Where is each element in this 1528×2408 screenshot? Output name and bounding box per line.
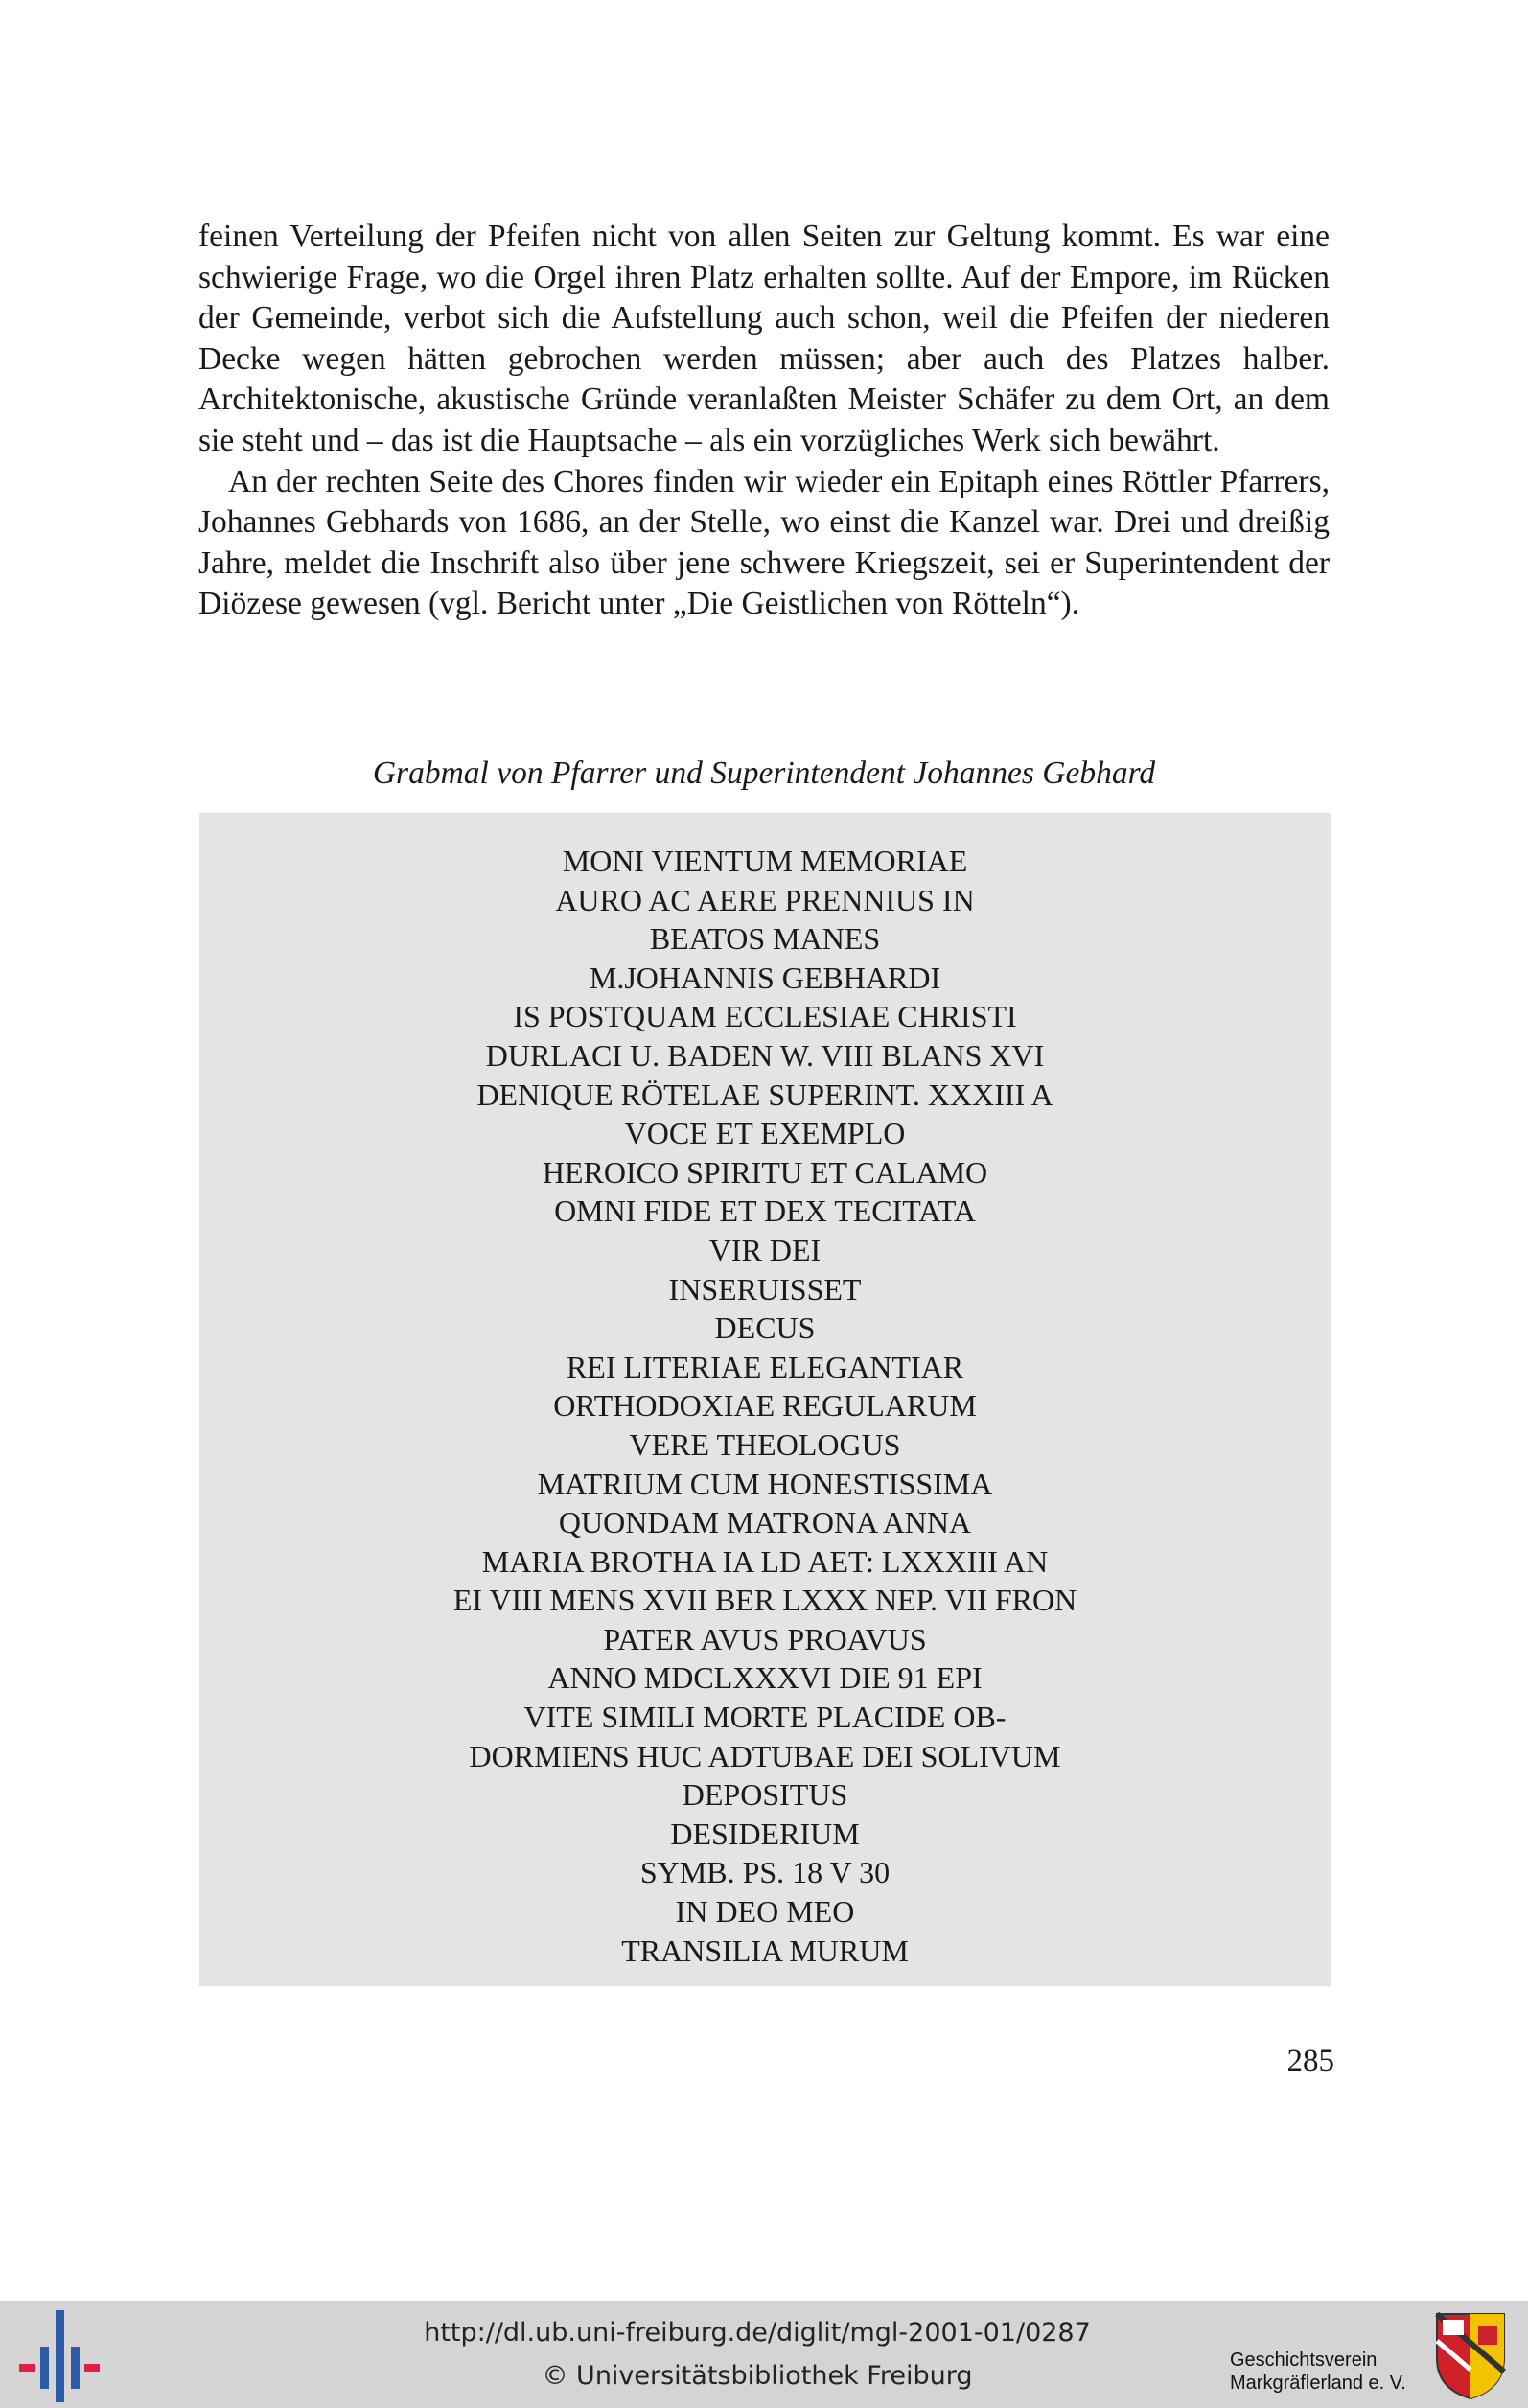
inscription-line: VIR DEI [708, 1232, 822, 1267]
inscription-line: DEPOSITUS [682, 1777, 848, 1813]
inscription-line: BEATOS MANES [649, 921, 881, 957]
inscription-line: HEROICO SPIRITU ET CALAMO [542, 1154, 988, 1190]
inscription-line: DECUS [714, 1310, 816, 1346]
inscription-line: INSERUISSET [668, 1271, 862, 1307]
inscription-line: VOCE ET EXEMPLO [624, 1116, 906, 1151]
inscription-line: VITE SIMILI MORTE PLACIDE OB- [523, 1700, 1007, 1735]
inscription-line: MARIA BROTHA IA LD AET: LXXXIII AN [481, 1543, 1049, 1579]
inscription-line: PATER AVUS PROAVUS [603, 1621, 927, 1656]
inscription-line: MONI VIENTUM MEMORIAE [562, 844, 968, 878]
inscription-line: DENIQUE RÖTELAE SUPERINT. XXXIII A [476, 1077, 1053, 1112]
inscription-line: M.JOHANNIS GEBHARDI [589, 960, 941, 995]
society-name-line2: Markgräflerland e. V. [1230, 2373, 1406, 2394]
page-number: 285 [1286, 2044, 1334, 2078]
inscription-text [199, 842, 1331, 1970]
coat-of-arms-icon[interactable] [1435, 2312, 1506, 2400]
inscription-line: TRANSILIA MURUM [621, 1933, 909, 1968]
society-name-line1: Geschichtsverein [1230, 2350, 1378, 2371]
inscription-line: OMNI FIDE ET DEX TECITATA [554, 1193, 976, 1229]
society-name[interactable] [1230, 2349, 1441, 2395]
inscription-line: REI LITERIAE ELEGANTIAR [566, 1349, 964, 1384]
inscription-line: ANNO MDCLXXXVI DIE 91 EPI [547, 1660, 983, 1696]
inscription-line: DESIDERIUM [670, 1816, 860, 1851]
library-logo-icon[interactable] [19, 2310, 100, 2402]
inscription-line: QUONDAM MATRONA ANNA [558, 1505, 972, 1540]
paragraph-1: feinen Verteilung der Pfeifen nicht von allen Seiten zur Geltung kommt. Es war eine schwierige Frage, wo die Orgel ihren Platz erhalten sollte. Auf der Empore, im Rücken der Gemeinde, verbot sich die Aufstellung auch schon, weil die Pfeifen der niederen Decke wegen hätten gebrochen werden müssen; aber auch des Platzes halber. Architektonische, akustische Gründe veranlaßten Meister Schäfer zu dem Ort, an dem sie steht und – das ist die Hauptsache – als ein vorzügliches Werk sich bewährt. [198, 219, 1330, 458]
figure-caption: Grabmal von Pfarrer und Superintendent Johannes Gebhard [372, 755, 1156, 791]
footer-copyright: © Universitätsbibliothek Freiburg [542, 2361, 973, 2391]
inscription-line: DURLACI U. BADEN W. VIII BLANS XVI [485, 1037, 1045, 1073]
inscription-line: EI VIII MENS XVII BER LXXX NEP. VII FRON [452, 1583, 1077, 1618]
inscription-line: AURO AC AERE PRENNIUS IN [555, 882, 975, 917]
inscription-panel [199, 813, 1331, 1986]
inscription-line: MATRIUM CUM HONESTISSIMA [537, 1466, 993, 1501]
footer-url-link[interactable]: http://dl.ub.uni-freiburg.de/diglit/mgl-2001-01/0287 [424, 2318, 1091, 2348]
inscription-line: IN DEO MEO [675, 1894, 855, 1930]
footer-bar [0, 2301, 1528, 2408]
inscription-line: IS POSTQUAM ECCLESIAE CHRISTI [513, 999, 1017, 1034]
inscription-line: SYMB. PS. 18 V 30 [639, 1855, 891, 1890]
body-text [198, 217, 1330, 625]
inscription-line: DORMIENS HUC ADTUBAE DEI SOLIVUM [469, 1738, 1061, 1773]
inscription-line: ORTHODOXIAE REGULARUM [553, 1388, 977, 1424]
paragraph-2: An der rechten Seite des Chores finden wir wieder ein Epitaph eines Röttler Pfarrers, Johannes Gebhards von 1686, an der Stelle, wo einst die Kanzel war. Drei und dreißig Jahre, meldet die Inschrift also über jene schwere Kriegszeit, sei er Superintendent der Diözese gewesen (vgl. Bericht unter „Die Geistlichen von Rötteln“). [198, 463, 1330, 622]
inscription-line: VERE THEOLOGUS [629, 1426, 901, 1462]
